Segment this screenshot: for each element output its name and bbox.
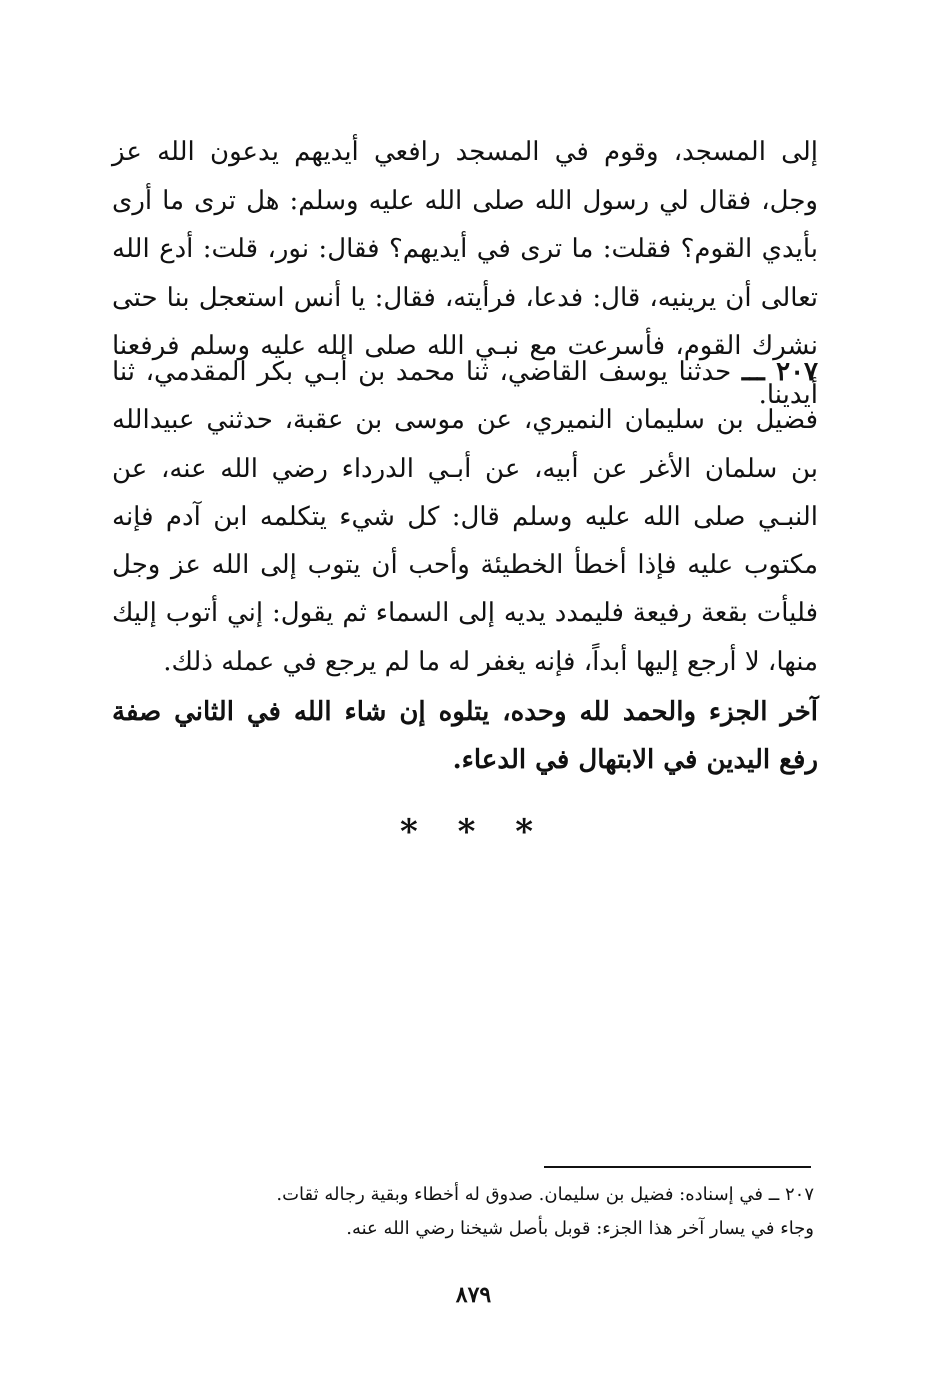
footnotes [180,1178,814,1246]
closing-statement: آخر الجزء والحمد لله وحده، يتلوه إن شاء الله في الثاني صفة رفع اليدين في الابتهال في الدعاء. [112,697,818,775]
section-separator: * * * [399,812,547,852]
footnote-colophon: وجاء في يسار آخر هذا الجزء: قوبل بأصل شيخنا رضي الله عنه. [346,1218,814,1239]
hadith-text: حدثنا يوسف القاضي، ثنا محمد بن أبـي بكر المقدمي، ثنا فضيل بن سليمان النميري، عن موسى بن عقبة، حدثني عبيدالله بن سلمان الأغر عن أبيه، عن أبـي الدرداء رضي الله عنه، عن النبـي صلى الله عليه وسلم قال: كل شيء يتكلمه ابن آدم فإنه مكتوب عليه فإذا أخطأ الخطيئة وأحب أن يتوب إلى الله عز وجل فليأت بقعة رفيعة فليمدد يديه إلى السماء ثم يقول: إني أتوب إليك منها، لا أرجع إليها أبداً، فإنه يغفر له ما لم يرجع في عمله ذلك. [112,357,818,677]
paragraph-continuation: إلى المسجد، وقوم في المسجد رافعي أيديهم يدعون الله عز وجل، فقال لي رسول الله صلى الله عليه وسلم: هل ترى ما أرى بأيدي القوم؟ فقلت: ما ترى في أيديهم؟ فقال: نور، قلت: أدع الله تعالى أن يرينيه، قال: فدعا، فرأيته، فقال: يا أنس استعجل بنا حتى نشرك القوم، فأسرعت مع نبـي الله صلى الله عليه وسلم فرفعنا أيدينا. [112,137,818,410]
footnote-divider [544,1166,811,1168]
footnote-207: ٢٠٧ ــ في إسناده: فضيل بن سليمان. صدوق له أخطاء وبقية رجاله ثقات. [276,1184,814,1205]
page-number: ٨٧٩ [455,1282,492,1308]
hadith-number: ٢٠٧ ـــ [741,357,819,387]
hadith-207-paragraph [112,348,818,686]
